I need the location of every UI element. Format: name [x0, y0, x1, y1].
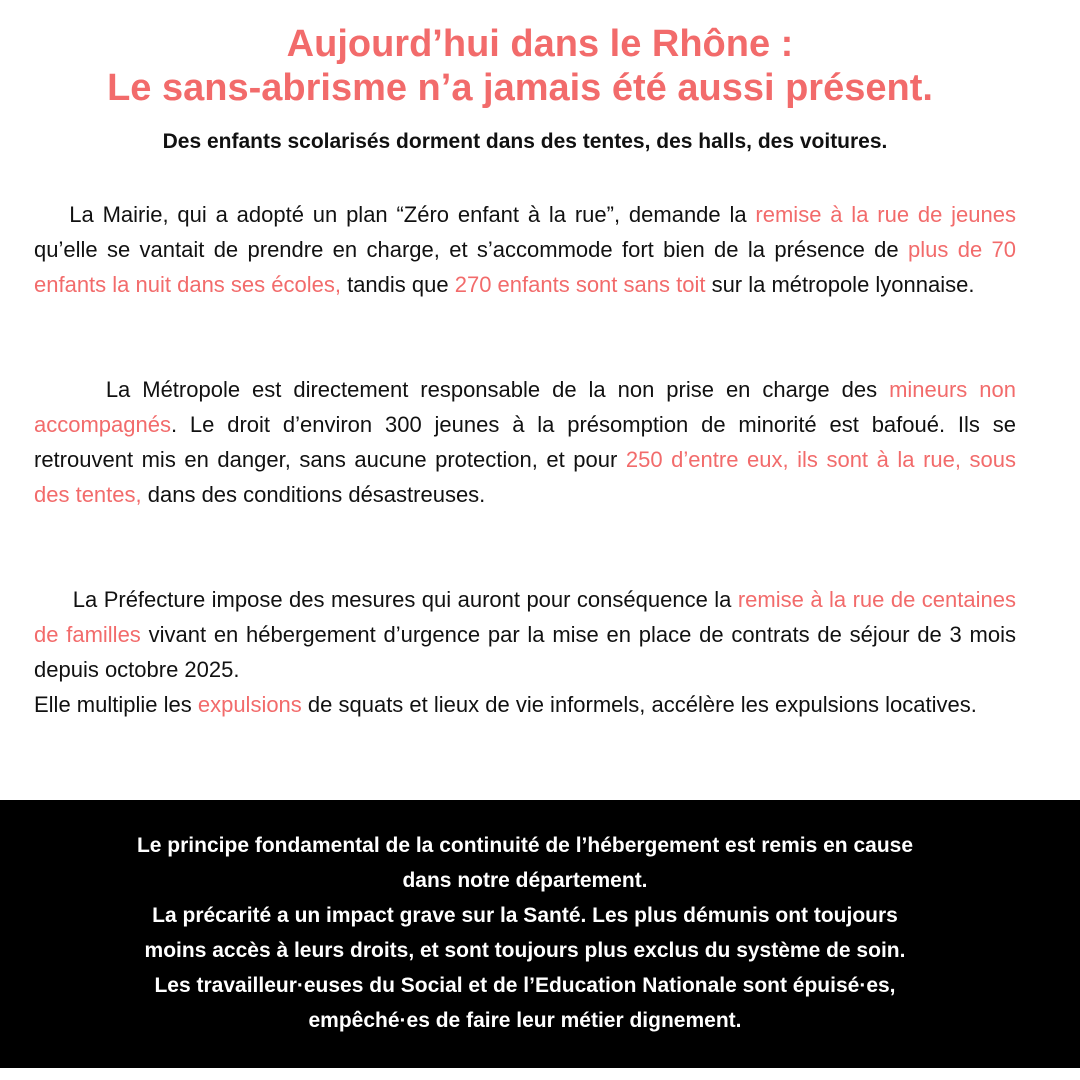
- footer-banner: [0, 800, 1080, 1068]
- highlight: 270 enfants sont sans toit: [454, 272, 706, 297]
- title-line-1: Aujourd’hui dans le Rhône :: [286, 23, 794, 65]
- text: de squats et lieux de vie informels, accélère les expulsions locatives.: [301, 692, 977, 717]
- text: dans des conditions désastreuses.: [141, 482, 486, 507]
- footer-line: Les travailleur·euses du Social et de l’Education Nationale sont épuisé·es,: [154, 974, 896, 997]
- page-title: [0, 22, 1080, 110]
- highlight: remise à la rue de centaines de familles: [34, 587, 1016, 647]
- text: La Mairie, qui a adopté un plan “Zéro enfant à la rue”, demande la: [69, 202, 756, 227]
- footer-line: empêché·es de faire leur métier dignement.: [308, 1009, 742, 1032]
- footer-line: Le principe fondamental de la continuité de l’hébergement est remis en cause: [136, 834, 914, 857]
- paragraph-mairie: [34, 197, 1016, 302]
- text: qu’elle se vantait de prendre en charge, et s’accommode fort bien de la présence de: [34, 237, 908, 262]
- text: sur la métropole lyonnaise.: [705, 272, 975, 297]
- text: . Le droit d’environ 300 jeunes à la présomption de minorité est bafoué. Ils se retrouvent mis en danger, sans aucune protection, et pour: [34, 412, 1016, 472]
- highlight: remise à la rue de jeunes: [755, 202, 1016, 227]
- text: vivant en hébergement d’urgence par la mise en place de contrats de séjour de 3 mois depuis octobre 2025.: [34, 622, 1017, 682]
- highlight: plus de 70 enfants la nuit dans ses écoles,: [34, 237, 1016, 297]
- highlight: expulsions: [197, 692, 302, 717]
- text: La Préfecture impose des mesures qui auront pour conséquence la: [72, 587, 738, 612]
- paragraph-metropole: [34, 372, 1016, 512]
- text: tandis que: [340, 272, 455, 297]
- footer-line: dans notre département.: [402, 869, 648, 892]
- paragraph-expulsions: [34, 687, 1016, 722]
- highlight: 250 d’entre eux, ils sont à la rue, sous des tentes,: [34, 447, 1017, 507]
- title-line-2: Le sans-abrisme n’a jamais été aussi présent.: [107, 67, 933, 109]
- text: La Métropole est directement responsable de la non prise en charge des: [105, 377, 890, 402]
- footer-text: [20, 828, 1030, 1038]
- highlight: mineurs non accompagnés: [34, 377, 1016, 437]
- footer-line: La précarité a un impact grave sur la Santé. Les plus démunis ont toujours: [152, 904, 898, 927]
- text: Elle multiplie les: [34, 692, 198, 717]
- subtitle: Des enfants scolarisés dorment dans des tentes, des halls, des voitures.: [162, 130, 888, 153]
- paragraph-prefecture: [34, 582, 1016, 687]
- footer-line: moins accès à leurs droits, et sont toujours plus exclus du système de soin.: [144, 939, 906, 962]
